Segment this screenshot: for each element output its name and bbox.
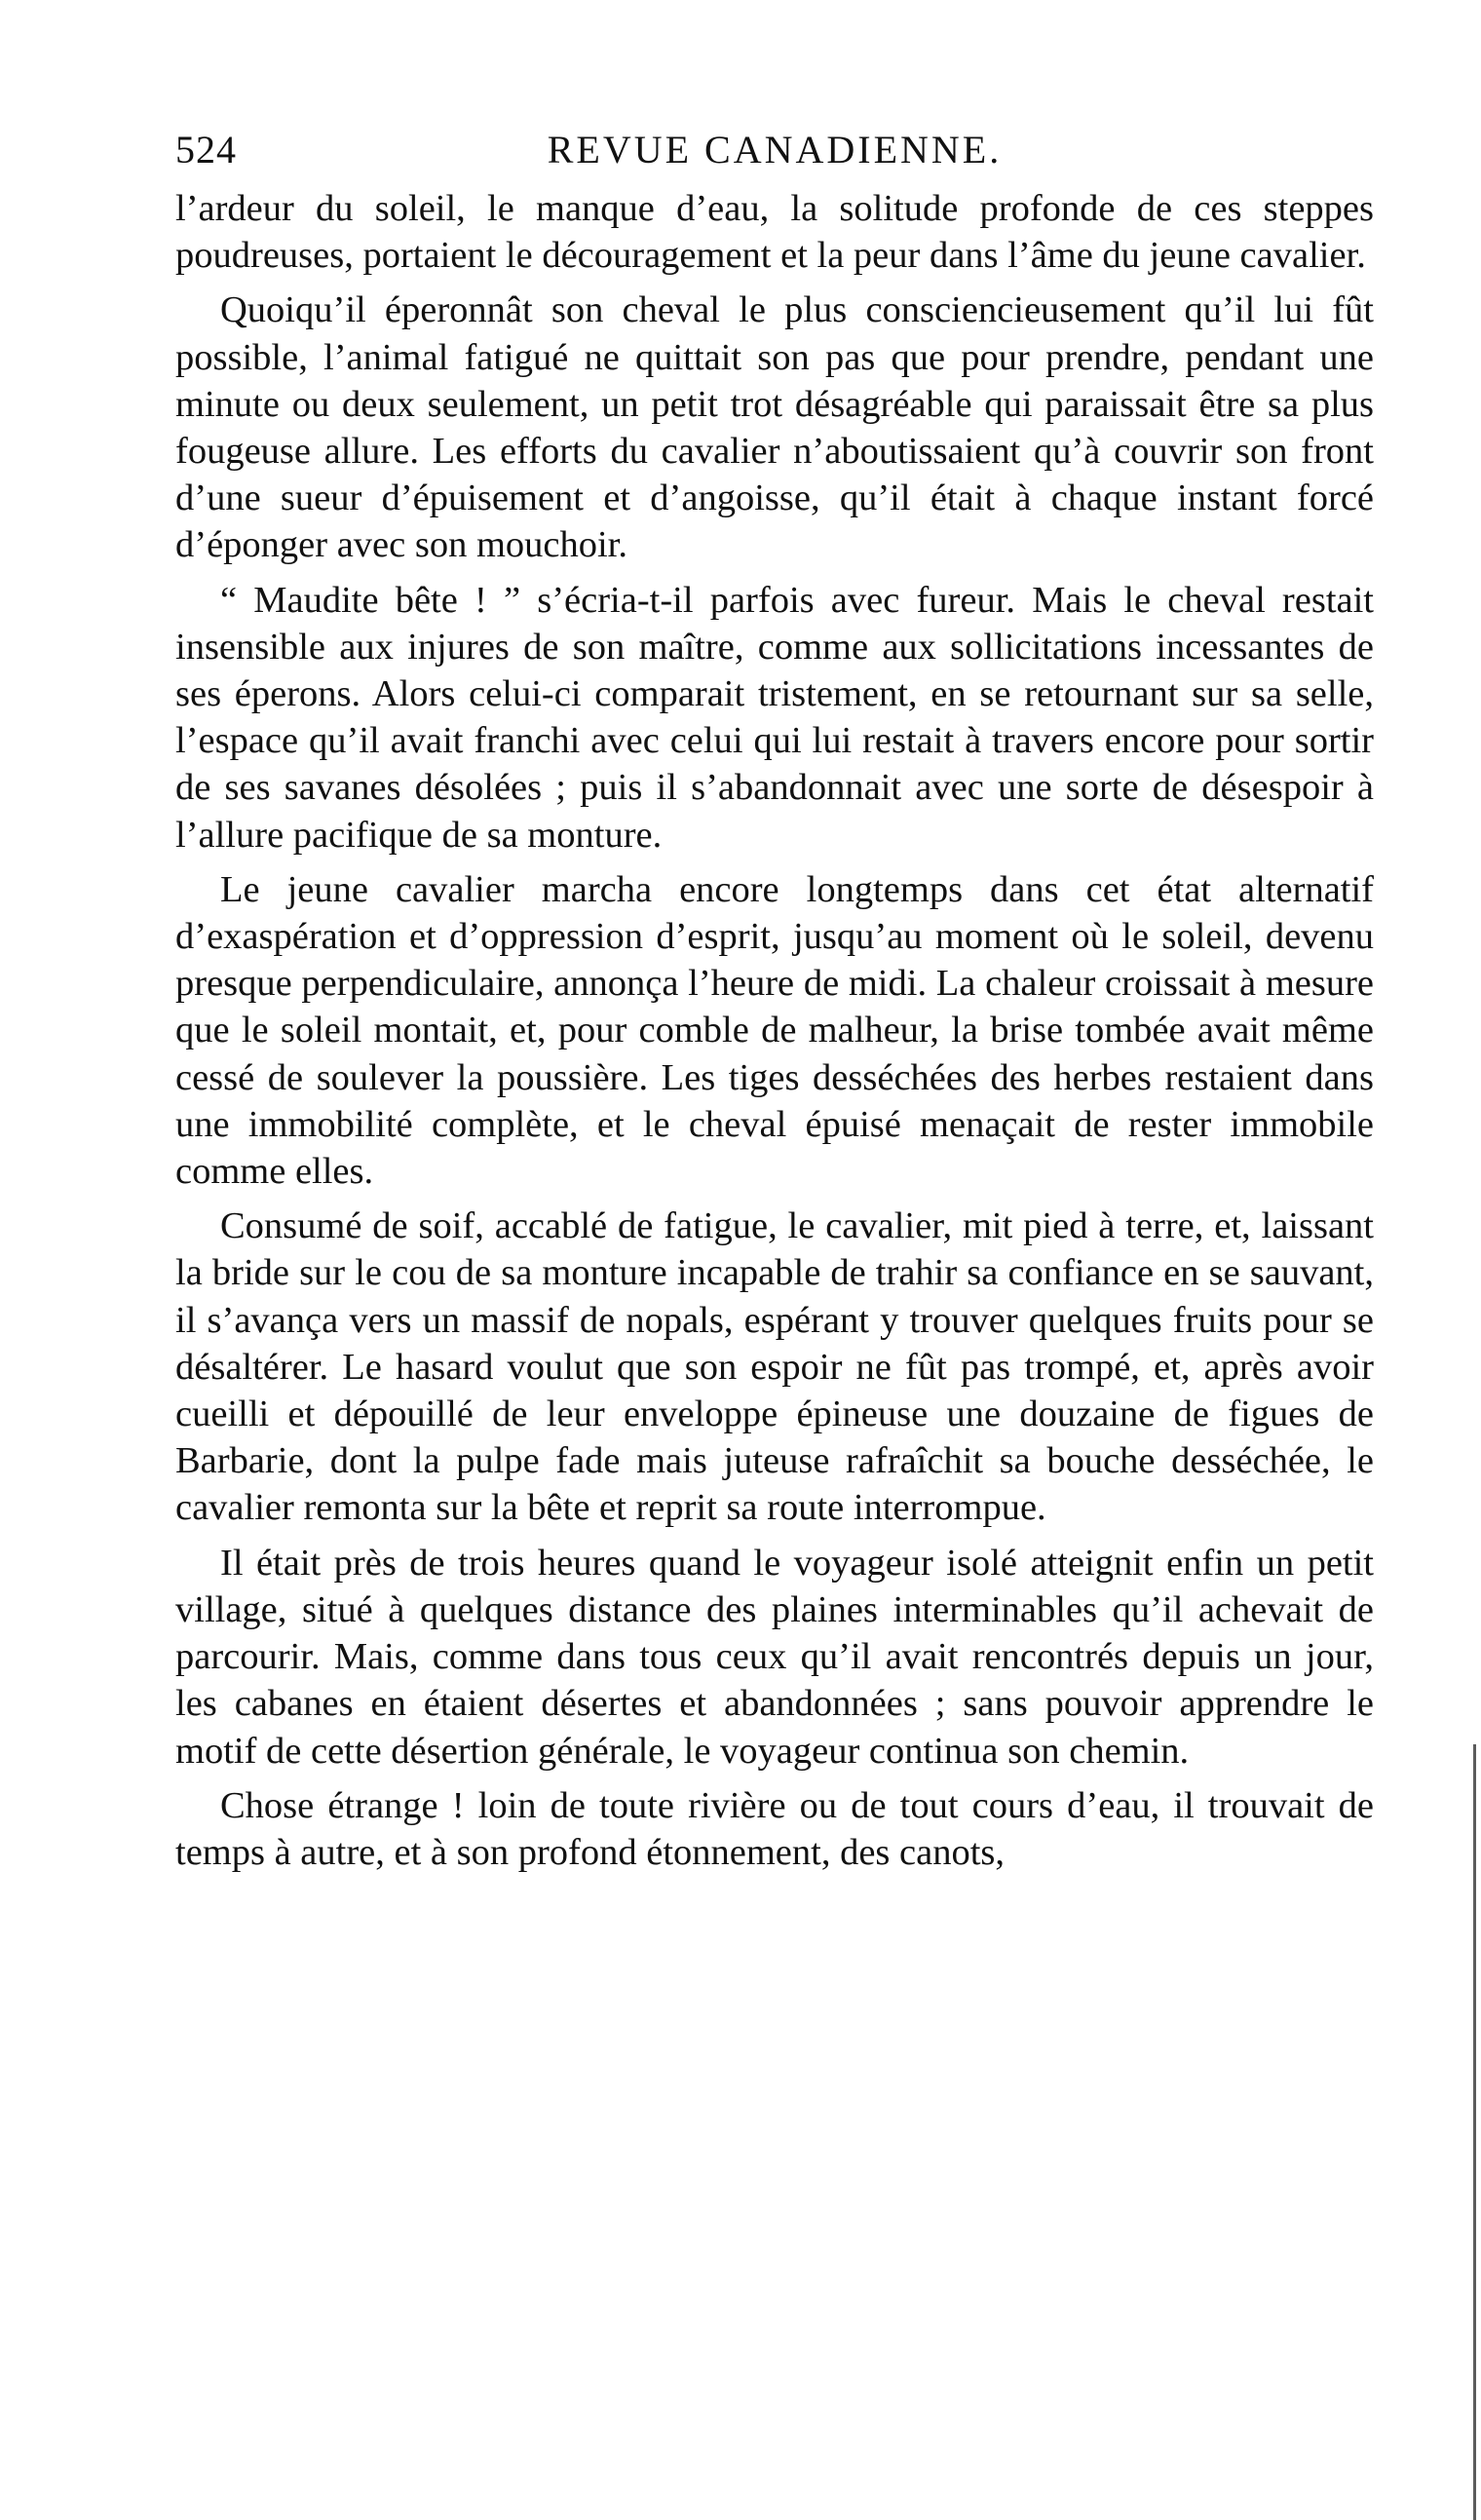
paragraph: Quoiqu’il éperonnât son cheval le plus consciencieusement qu’il lui fût possible, l’animal fatigué ne quittait son pas que pour prendre, pendant une minute ou deux seulement, un petit trot désagréable qui paraissait être sa plus fougeuse allure. Les efforts du cavalier n’aboutissaient qu’à couvrir son front d’une sueur d’épuisement et d’angoisse, qu’il était à chaque instant forcé d’éponger avec son mouchoir. [175,289,1374,566]
paragraph: Chose étrange ! loin de toute rivière ou de tout cours d’eau, il trouvait de temps à autre, et à son profond étonnement, des canots, [175,1784,1374,1873]
body-text [175,185,1374,1876]
paragraph: Consumé de soif, accablé de fatigue, le cavalier, mit pied à terre, et, laissant la bride sur le cou de sa monture incapable de trahir sa confiance en se sauvant, il s’avança vers un massif de nopals, espérant y trouver quelques fruits pour se désaltérer. Le hasard voulut que son espoir ne fût pas trompé, et, après avoir cueilli et dépouillé de leur enveloppe épineuse une douzaine de figues de Barbarie, dont la pulpe fade mais juteuse rafraîchit sa bouche desséchée, le cavalier remonta sur la bête et reprit sa route interrompue. [175,1205,1374,1529]
page-number: 524 [175,128,237,172]
paragraph: “ Maudite bête ! ” s’écria-t-il parfois avec fureur. Mais le cheval restait insensible aux injures de son maître, comme aux sollicitations incessantes de ses éperons. Alors celui-ci comparait tristement, en se retournant sur sa selle, l’espace qu’il avait franchi avec celui qui lui restait à travers encore pour sortir de ses savanes désolées ; puis il s’abandonnait avec une sorte de désespoir à l’allure pacifique de sa monture. [175,579,1374,856]
document-page [175,115,1374,1884]
scan-margin-edge [1473,1744,1476,2520]
paragraph: Il était près de trois heures quand le voyageur isolé atteignit enfin un petit village, situé à quelques distance des plaines interminables qu’il achevait de parcourir. Mais, comme dans tous ceux qu’il avait rencontrés depuis un jour, les cabanes en étaient désertes et abandonnées ; sans pouvoir apprendre le motif de cette désertion générale, le voyageur continua son chemin. [175,1542,1374,1772]
running-head [175,115,1374,185]
journal-title: REVUE CANADIENNE. [547,128,1003,172]
paragraph: Le jeune cavalier marcha encore longtemps dans cet état alternatif d’exaspération et d’oppression d’esprit, jusqu’au moment où le soleil, devenu presque perpendiculaire, annonça l’heure de midi. La chaleur croissait à mesure que le soleil montait, et, pour comble de malheur, la brise tombée avait même cessé de soulever la poussière. Les tiges desséchées des herbes restaient dans une immobilité complète, et le cheval épuisé menaçait de rester immobile comme elles. [175,868,1374,1193]
paragraph-continuation: l’ardeur du soleil, le manque d’eau, la solitude profonde de ces steppes poudreuses, portaient le découragement et la peur dans l’âme du jeune cavalier. [175,188,1374,277]
